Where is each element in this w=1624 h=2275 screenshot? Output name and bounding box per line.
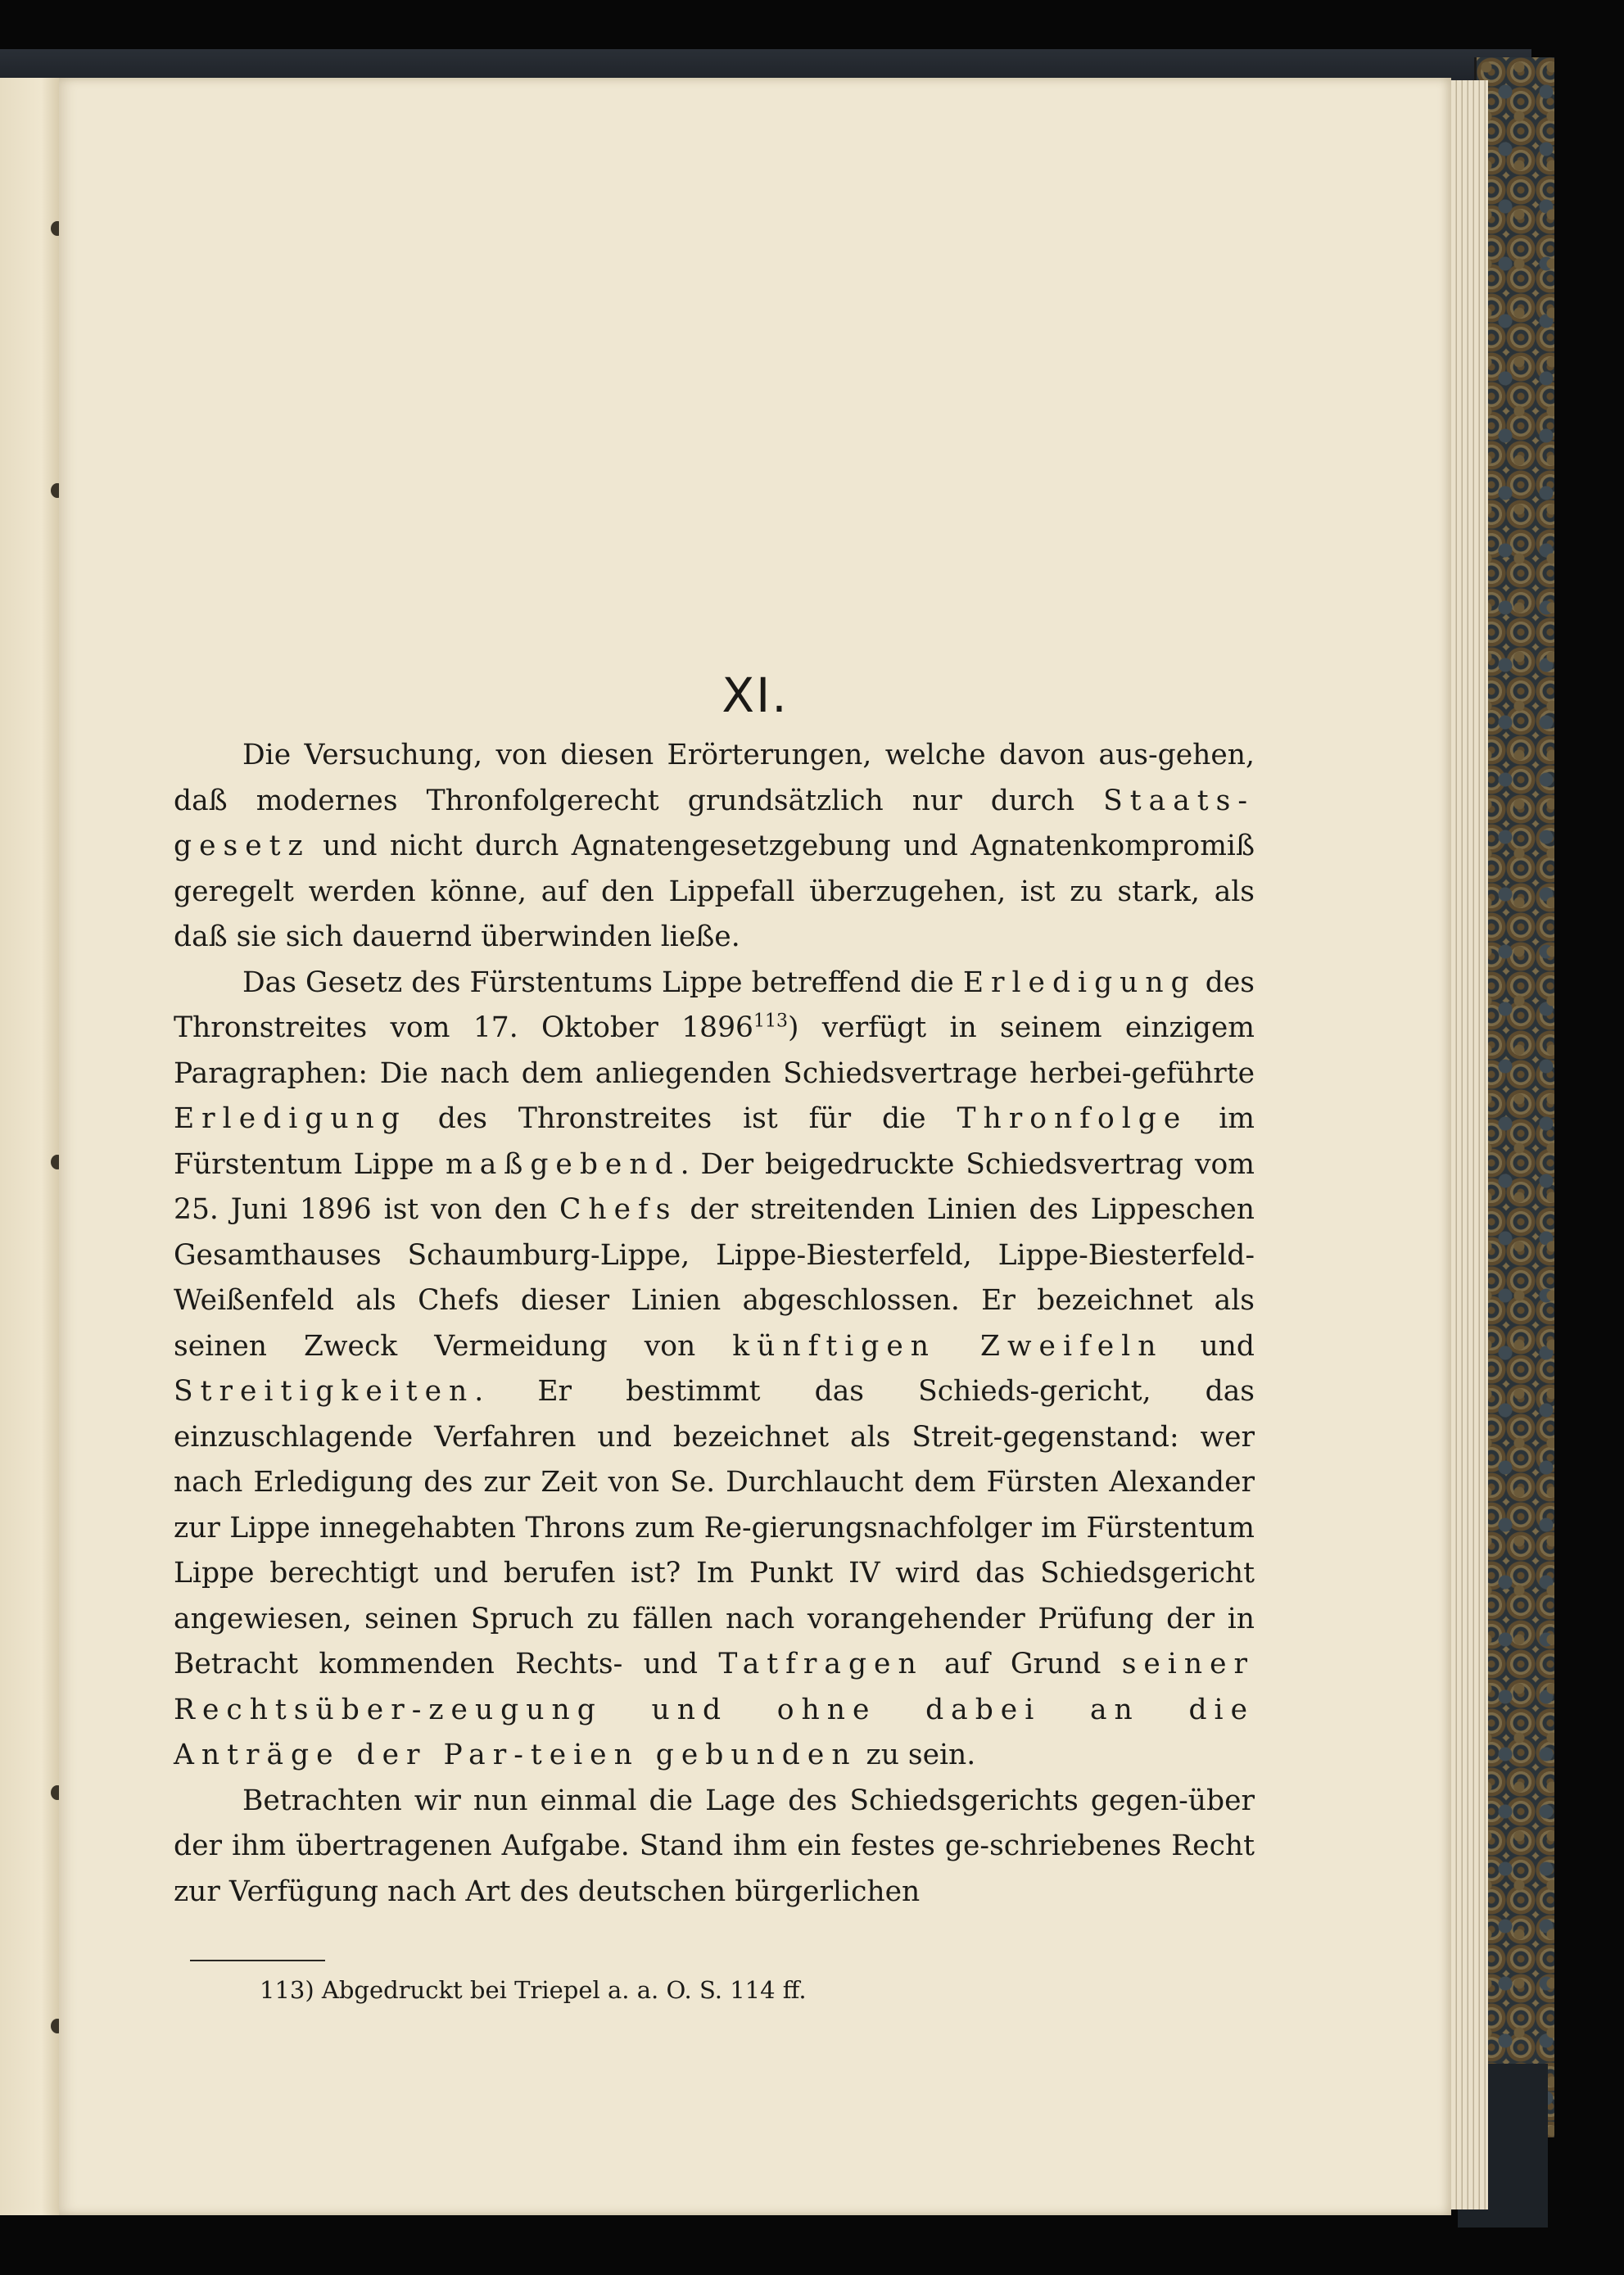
text-run: im Fürstentum Lippe — [174, 1102, 1255, 1181]
chapter-heading: XI. — [722, 667, 789, 723]
footnote-divider — [190, 1960, 325, 1961]
text-run: und nicht durch Agnatengesetzgebung und Agnatenkompromiß geregelt werden könne, auf den Lippefall überzugehen, ist zu stark, als daß sie sich dauernd überwinden ließe. — [174, 830, 1255, 953]
text-run: Die Versuchung, von diesen Erörterungen, welche davon aus-gehen, daß modernes Thronfolgerecht grundsätzlich nur durch — [174, 739, 1255, 817]
text-run: Betrachten wir nun einmal die Lage des Schiedsgerichts gegen-über der ihm übertragenen Aufgabe. Stand ihm ein festes ge-schriebenes Recht zur Verfügung nach Art des deutschen bürgerlichen — [174, 1784, 1255, 1908]
text-run: des Thronstreites vom 17. Oktober 1896 — [174, 966, 1255, 1044]
paragraph — [174, 733, 1255, 961]
emphasized-text: Streitigkeiten — [174, 1375, 475, 1408]
text-run: zu sein. — [857, 1739, 976, 1771]
emphasized-text: Chefs — [559, 1193, 678, 1226]
body-text — [174, 733, 1255, 1915]
emphasized-text: seiner Rechtsüber-zeugung und ohne dabei an die Anträge der Par-teien gebunden — [174, 1648, 1255, 1771]
text-run: ) verfügt in seinem einzigem Paragraphen: Die nach dem anliegenden Schiedsvertrage herbei-geführte — [174, 1011, 1255, 1090]
text-run: . Er bestimmt das Schieds-gericht, das einzuschlagende Verfahren und bezeichnet als Streit-gegenstand: wer nach Erledigung des zur Zeit von Se. Durchlaucht dem Fürsten Alexander zur Lippe innegehabten Throns zum Re-gierungsnachfolger im Fürstentum Lippe berechtigt und berufen ist? Im Punkt IV wird das Schiedsgericht angewiesen, seinen Spruch zu fällen nach vorangehender Prüfung der in Betracht kommenden Rechts- und — [174, 1375, 1255, 1680]
previous-page-edge — [0, 78, 61, 2215]
emphasized-text: künftigen Zweifeln — [732, 1329, 1164, 1363]
book-page — [59, 78, 1451, 2215]
text-run: und — [1163, 1329, 1255, 1363]
paragraph — [174, 1779, 1255, 1915]
emphasized-text: Tatfragen — [718, 1648, 924, 1680]
emphasized-text: Erledigung — [962, 966, 1197, 999]
emphasized-text: Staats-gesetz — [174, 784, 1255, 862]
emphasized-text: maßgebend — [446, 1147, 681, 1181]
text-run: auf Grund — [923, 1648, 1122, 1680]
text-run: der streitenden Linien des Lippeschen Gesamthauses Schaumburg-Lippe, Lippe-Biesterfeld, Lippe-Biesterfeld-Weißenfeld als Chefs dieser Linien abgeschlossen. Er bezeichnet als seinen Zweck Vermeidung von — [174, 1193, 1255, 1363]
text-run: . Der beigedruckte Schiedsvertrag vom 25. Juni 1896 ist von den — [174, 1147, 1255, 1226]
footnote: 113) Abgedruckt bei Triepel a. a. O. S. 114 ff. — [260, 1976, 807, 2004]
paragraph — [174, 961, 1255, 1779]
page-stack-edge — [1445, 80, 1488, 2209]
emphasized-text: Thronfolge — [957, 1102, 1188, 1135]
emphasized-text: Erledigung — [174, 1102, 407, 1135]
text-run: des Thronstreites ist für die — [406, 1102, 957, 1135]
footnote-marker: 113 — [753, 1011, 788, 1032]
text-run: Das Gesetz des Fürstentums Lippe betreffend die — [242, 966, 963, 999]
